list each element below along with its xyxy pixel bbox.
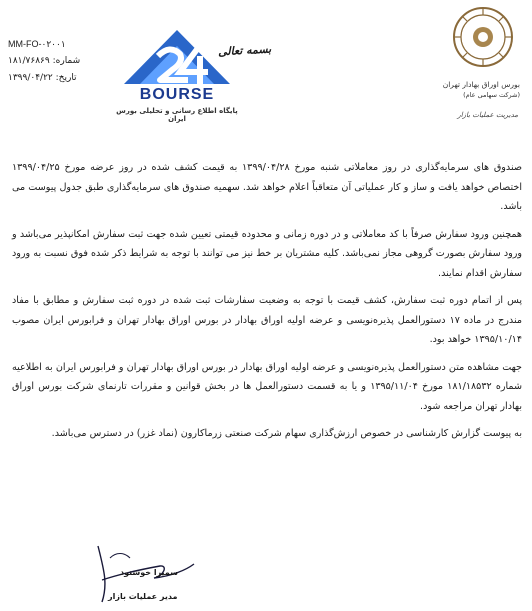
bourse-tagline: پایگاه اطلاع رسانی و تحلیلی بورس ایران	[116, 107, 238, 123]
body-paragraph: صندوق های سرمایه‌گذاری در روز معاملاتی شنبه مورخ ۱۳۹۹/۰۴/۲۸ به قیمت کشف شده در روز عرضه مورخ ۱۳۹۹/۰۴/۲۵ اختصاص خواهد یافت و ساز و کار عملیاتی آن متعاقباً اعلام خواهد شد. سهمیه صندوق های سرمایه‌گذاری طبق جدول پیوست می باشد.	[12, 162, 522, 212]
letter-date-value: ۱۳۹۹/۰۴/۲۲	[8, 73, 53, 83]
body-paragraph: جهت مشاهده متن دستورالعمل پذیره‌نویسی و عرضه اولیه اوراق بهادار در بورس اوراق بهادار تهران و فرابورس ایران به اطلاعیه شماره ۱۸۱/۱۸۵۳۲ مورخ ۱۳۹۵/۱۱/۰۴ و یا به قسمت دستورالعمل ها در بخش قوانین و مقررات تارنمای شرکت بورس اوراق بهادار تهران مراجعه شود.	[12, 361, 522, 412]
body-paragraph: پس از اتمام دوره ثبت سفارش، کشف قیمت با توجه به وضعیت سفارشات ثبت شده در دوره ثبت سفارش و مطابق با مفاد مندرج در ماده ۱۷ دستورالعمل پذیره‌نویسی و عرضه اولیه اوراق بهادار در بورس اوراق بهادار تهران و فرابورس ایران مصوب ۱۳۹۵/۱۰/۱۴ خواهد بود.	[12, 295, 523, 345]
signature-block	[90, 540, 200, 610]
bourse-24-triangle-icon	[110, 26, 244, 88]
signer-title: مدیر عملیات بازار	[108, 592, 178, 601]
tehran-stock-exchange-seal-icon	[452, 6, 514, 68]
exchange-name	[420, 80, 520, 100]
letter-date-row	[8, 72, 80, 89]
signer-name: سمیرا خوشنود	[120, 568, 179, 577]
exchange-org-sub: (شرکت سهامی عام)	[463, 91, 520, 99]
bourse-logo	[110, 26, 244, 126]
body-paragraph: به پیوست گزارش کارشناسی در خصوص ارزش‌گذاری سهام شرکت صنعتی زرماکارون (نماد غزر) در دسترس می‌باشد.	[51, 428, 522, 439]
bismillah-heading: بسمه تعالی	[217, 42, 272, 59]
form-code: MM-FO-۰۲۰۰۱	[8, 39, 66, 49]
letter-date-label: تاریخ:	[55, 73, 77, 83]
letter-number-label: شماره:	[52, 56, 81, 66]
exchange-org-name: بورس اوراق بهادار تهران	[442, 80, 520, 89]
bourse-wordmark: BOURSE	[139, 86, 215, 103]
letter-body	[12, 158, 522, 452]
letter-number-row	[8, 55, 80, 72]
body-paragraph: همچنین ورود سفارش صرفاً با کد معاملاتی و در دوره زمانی و محدوده قیمتی تعیین شده جهت ثبت سفارش امکانپذیر می‌باشد و ورود سفارش بصورت گروهی مجاز نمی‌باشد. کلیه مشتریان بر خط نیز می توانند با توجه به شرایط ذکر شده فوق نسبت به ورود سفارش اقدام نمایند.	[12, 228, 522, 279]
letter-number-value: ۱۸۱/۷۶۸۶۹	[8, 56, 50, 66]
department-name: مدیریت عملیات بازار	[457, 111, 518, 119]
letter-header-meta	[8, 38, 80, 89]
